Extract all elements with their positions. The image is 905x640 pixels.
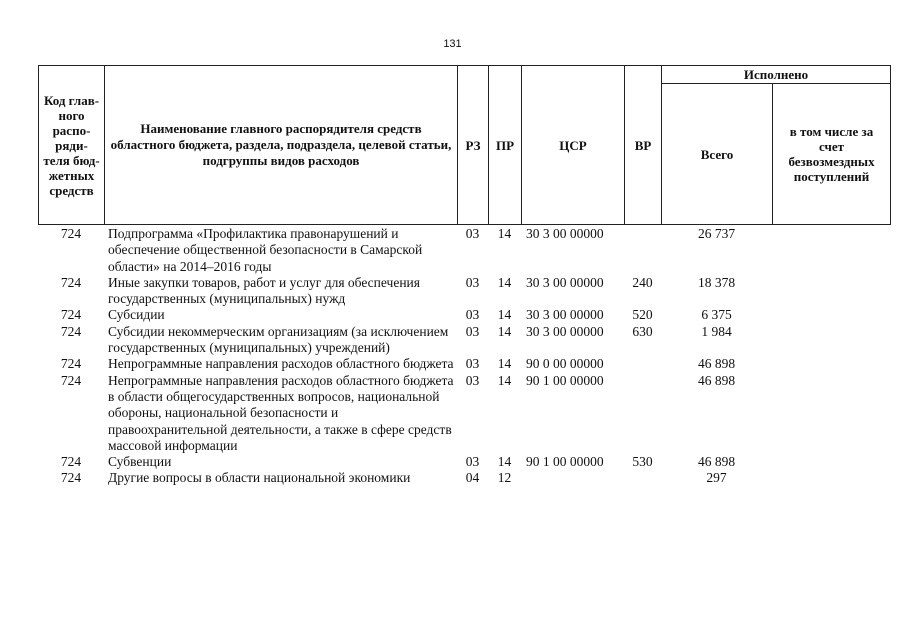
- row-name: Субсидии: [108, 307, 165, 323]
- row-name: Непрограммные направления расходов областного бюджета: [108, 356, 454, 372]
- row-total: 6 375: [701, 307, 732, 323]
- row-name: Непрограммные направления расходов областного бюджета в области общегосударственных вопросов, национальной обороны, национальной безопасности и правоохранительной деятельности, а также в сфере средств массовой информации: [108, 372, 454, 453]
- row-csr: 30 3 00 00000: [526, 274, 604, 290]
- row-vr: [624, 470, 661, 486]
- row-rz: 03: [465, 307, 480, 323]
- row-pr: 14: [497, 274, 512, 290]
- row-pr: 14: [497, 226, 512, 241]
- header-total: Всего: [662, 84, 773, 225]
- row-code: 724: [60, 372, 82, 388]
- row-name: Подпрограмма «Профилактика правонарушений и обеспечение общественной безопасности в Самарской области» на 2014–2016 годы: [108, 226, 423, 274]
- row-free: [772, 454, 890, 470]
- row-csr: [521, 470, 624, 486]
- row-total: 46 898: [697, 454, 736, 470]
- header-incl-free: в том числе за счет безвозмездных поступлений: [773, 84, 891, 225]
- table-row: [38, 275, 890, 308]
- row-csr: 90 0 00 00000: [526, 356, 604, 372]
- row-code: 724: [60, 226, 82, 241]
- table-row: [38, 226, 890, 275]
- table-body: [38, 226, 890, 487]
- row-name: Иные закупки товаров, работ и услуг для обеспечения государственных (муниципальных) нужд: [108, 274, 420, 307]
- row-code: 724: [60, 307, 82, 323]
- row-vr: 520: [632, 307, 653, 323]
- row-pr: 14: [497, 372, 512, 388]
- header-code: Код глав-ного распо-ряди-теля бюд-жетных средств: [39, 66, 105, 225]
- row-vr: 240: [632, 274, 653, 290]
- row-code: 724: [60, 323, 82, 339]
- row-total: 18 378: [697, 274, 736, 290]
- header-csr: ЦСР: [522, 66, 625, 225]
- header-vr: ВР: [625, 66, 662, 225]
- row-rz: 03: [465, 274, 480, 290]
- row-rz: 03: [465, 372, 480, 388]
- table-header: [38, 65, 891, 225]
- header-executed: Исполнено: [662, 66, 891, 84]
- row-rz: 03: [465, 226, 480, 241]
- table-row: [38, 454, 890, 470]
- row-free: [772, 226, 890, 275]
- row-code: 724: [60, 470, 82, 486]
- row-vr: [624, 373, 661, 454]
- row-total: 297: [706, 470, 727, 486]
- table-row: [38, 356, 890, 372]
- row-pr: 12: [497, 470, 512, 486]
- row-name: Субсидии некоммерческим организациям (за исключением государственных (муниципальных) учреждений): [108, 323, 449, 356]
- row-free: [772, 373, 890, 454]
- header-name: Наименование главного распорядителя средств областного бюджета, раздела, подраздела, целевой статьи, подгруппы видов расходов: [105, 66, 458, 225]
- row-pr: 14: [497, 323, 512, 339]
- row-total: 46 898: [697, 356, 736, 372]
- row-free: [772, 324, 890, 357]
- row-csr: 90 1 00 00000: [526, 372, 604, 388]
- row-vr: [624, 226, 661, 275]
- table-row: [38, 307, 890, 323]
- row-vr: 630: [632, 323, 653, 339]
- header-pr: ПР: [489, 66, 522, 225]
- table-row: [38, 373, 890, 454]
- row-csr: 90 1 00 00000: [526, 454, 604, 470]
- row-pr: 14: [497, 307, 512, 323]
- table-row: [38, 324, 890, 357]
- row-pr: 14: [497, 356, 512, 372]
- row-vr: [624, 356, 661, 372]
- row-total: 26 737: [697, 226, 736, 241]
- row-rz: 03: [465, 323, 480, 339]
- table-row: [38, 470, 890, 486]
- row-pr: 14: [497, 454, 512, 470]
- row-name: Субвенции: [108, 454, 172, 470]
- page-number: 131: [443, 38, 462, 50]
- row-vr: 530: [632, 454, 653, 470]
- row-csr: 30 3 00 00000: [526, 323, 604, 339]
- row-code: 724: [60, 274, 82, 290]
- row-code: 724: [60, 454, 82, 470]
- row-free: [772, 356, 890, 372]
- row-name: Другие вопросы в области национальной экономики: [108, 470, 411, 486]
- row-rz: 04: [465, 470, 480, 486]
- row-rz: 03: [465, 454, 480, 470]
- row-free: [772, 307, 890, 323]
- row-rz: 03: [465, 356, 480, 372]
- row-free: [772, 470, 890, 486]
- row-csr: 30 3 00 00000: [526, 226, 604, 241]
- row-total: 1 984: [701, 323, 732, 339]
- header-rz: РЗ: [458, 66, 489, 225]
- row-code: 724: [60, 356, 82, 372]
- row-total: 46 898: [697, 372, 736, 388]
- row-free: [772, 275, 890, 308]
- row-csr: 30 3 00 00000: [526, 307, 604, 323]
